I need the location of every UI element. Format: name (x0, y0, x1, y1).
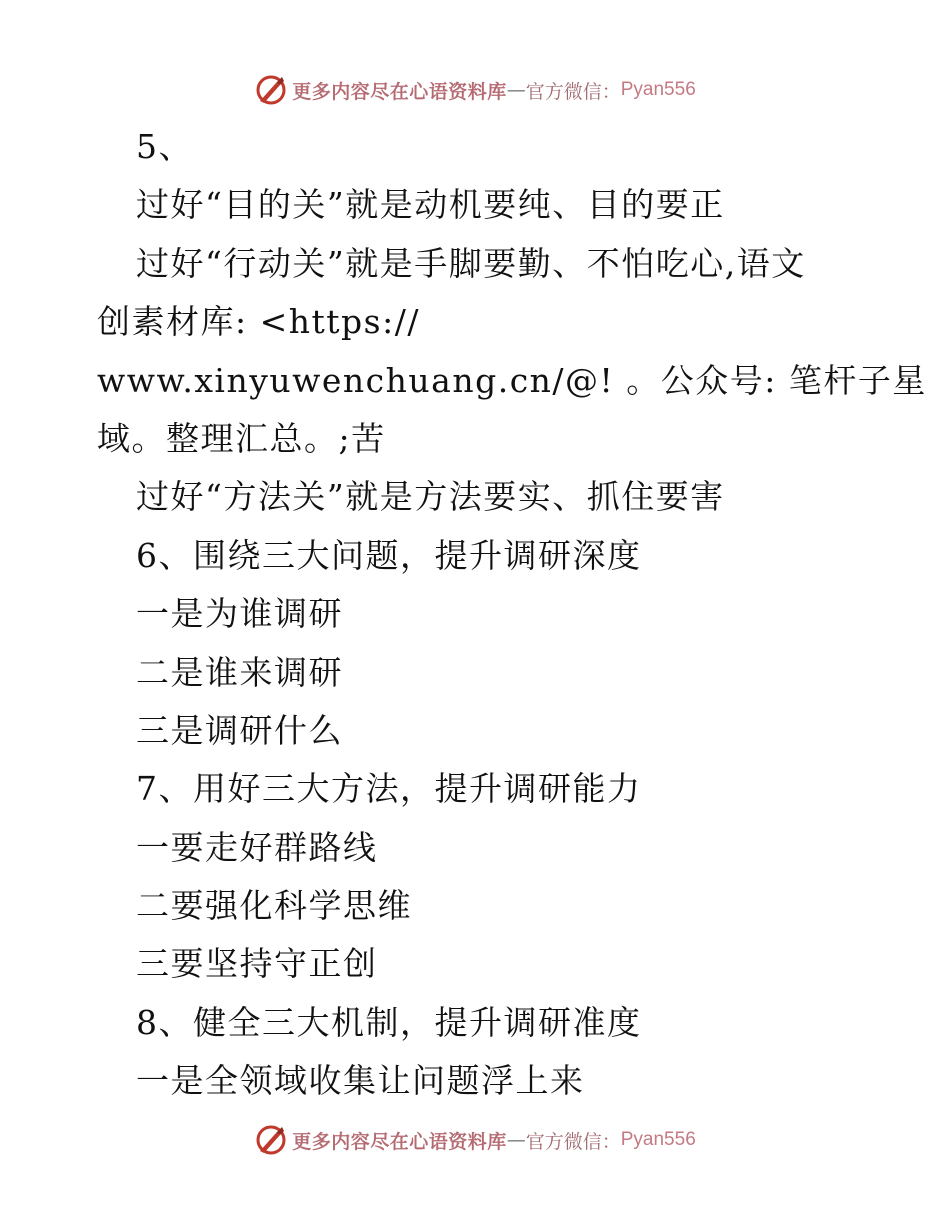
text-line-12: 7、用好三大方法，提升调研能力 (136, 769, 642, 809)
text-line-5: www.xinyuwenchuang.cn/@! 。公众号: 笔杆子星 (97, 360, 927, 400)
header-banner (0, 70, 950, 110)
text-line-7: 过好“方法关”就是方法要实、抓住要害 (136, 477, 725, 517)
document-body (97, 118, 927, 1111)
banner-wechat-label: 官方微信： (525, 80, 621, 103)
banner-separator: — (506, 1129, 526, 1151)
text-line-13: 一要走好群路线 (136, 827, 378, 867)
text-line-4: 创素材库: <https:// (97, 302, 420, 342)
text-line-14: 二要强化科学思维 (136, 886, 412, 926)
text-line-2: 过好“目的关”就是动机要纯、目的要正 (136, 185, 725, 225)
text-line-6: 域。整理汇总。;苦 (97, 418, 386, 458)
footer-banner (0, 1120, 950, 1160)
text-line-15: 三要坚持守正创 (136, 944, 378, 984)
pen-logo-icon (254, 73, 288, 107)
text-line-1: 5、 (136, 127, 193, 166)
banner-brand: 更多内容尽在心语资料库 (292, 1130, 507, 1153)
text-line-8: 6、围绕三大问题，提升调研深度 (136, 535, 642, 575)
banner-wechat-label: 官方微信： (525, 1130, 621, 1153)
banner-account: Pyan556 (620, 79, 696, 100)
text-line-10: 二是谁来调研 (136, 652, 343, 692)
text-line-3: 过好“行动关”就是手脚要勤、不怕吃心,语文 (136, 243, 806, 283)
banner-separator: — (506, 79, 526, 101)
text-line-9: 一是为谁调研 (136, 594, 343, 634)
text-line-11: 三是调研什么 (136, 710, 343, 750)
banner-brand: 更多内容尽在心语资料库 (292, 80, 507, 103)
text-line-16: 8、健全三大机制，提升调研准度 (136, 1002, 642, 1042)
pen-logo-icon (254, 1123, 288, 1157)
banner-account: Pyan556 (620, 1129, 696, 1150)
text-line-17: 一是全领域收集让问题浮上来 (136, 1061, 585, 1101)
